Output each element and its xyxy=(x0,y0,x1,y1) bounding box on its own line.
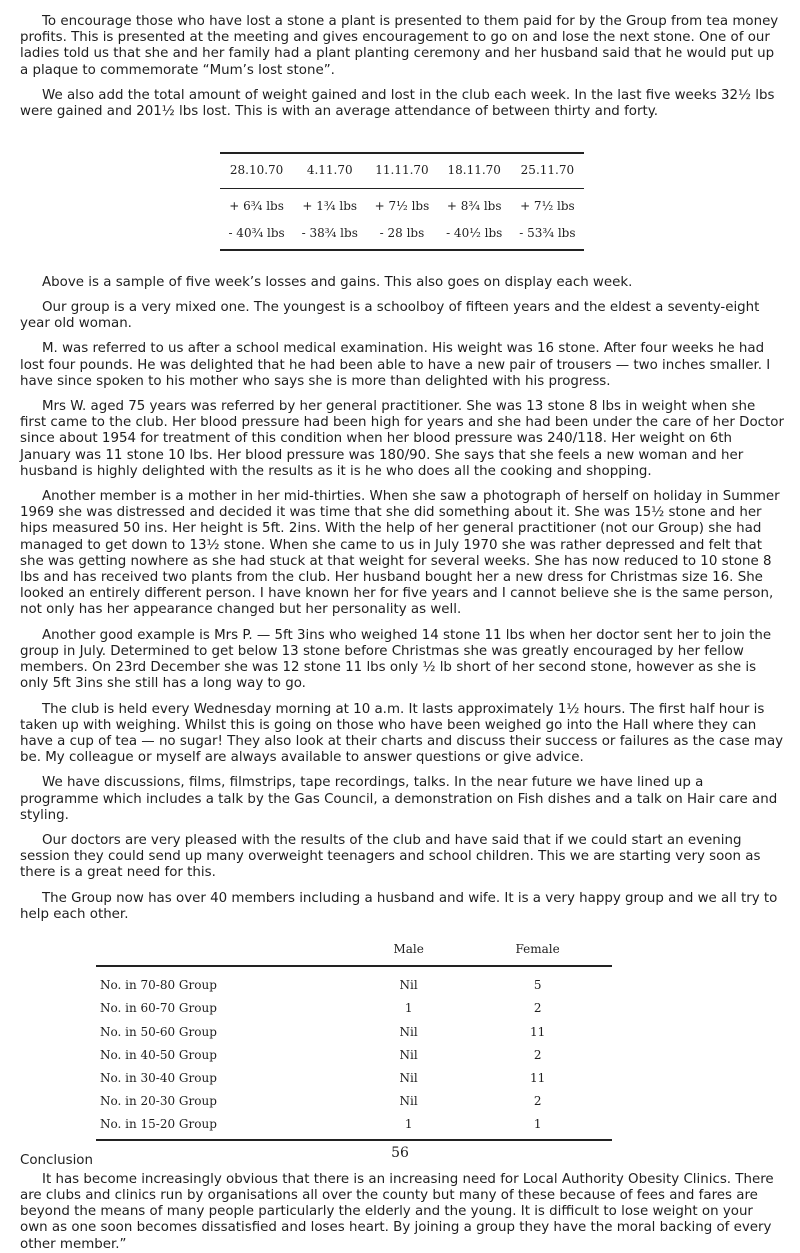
table-row xyxy=(96,1113,612,1140)
age-group-label: No. in 40-50 Group xyxy=(100,1047,217,1062)
table-row xyxy=(96,997,612,1020)
weekly-table-header-row xyxy=(220,153,584,189)
table-row xyxy=(96,1020,612,1043)
paragraph-club-schedule: The club is held every Wednesday morning at 10 a.m. It lasts approximately 1½ hours. The first half hour is taken up with weighing. Whilst this is going on those who have been weighed go into the Hall where they can have a cup of tea — no sugar! They also look at their charts and discuss their success or failures as the case may be. My colleague or myself are always available to answer questions or give advice. xyxy=(20,701,784,766)
male-count: Nil xyxy=(399,1047,418,1062)
female-count: 2 xyxy=(533,1094,542,1109)
female-count: 5 xyxy=(533,978,542,993)
paragraph-group-mix: Our group is a very mixed one. The youngest is a schoolboy of fifteen years and the eldest a seventy-eight year old woman. xyxy=(20,300,760,332)
week-date: 28.10.70 xyxy=(220,153,293,189)
age-table-corner xyxy=(96,941,354,966)
lost-cell: - 40¾ lbs xyxy=(228,225,285,240)
table-row xyxy=(96,966,612,997)
male-count: Nil xyxy=(399,1070,418,1085)
lost-cell: - 53¾ lbs xyxy=(519,225,576,240)
age-group-label: No. in 15-20 Group xyxy=(100,1117,217,1132)
age-group-label: No. in 50-60 Group xyxy=(100,1024,217,1039)
paragraph-case-mrs-w: Mrs W. aged 75 years was referred by her general practitioner. She was 13 stone 8 lbs in weight when she first came to the club. Her blood pressure had been high for years and she had been under the care of her Doctor since about 1954 for treatment of this condition when her blood pressure was 240/118. Her weight on 6th January was 11 stone 10 lbs. Her blood pressure was 180/90. She says that she feels a new woman and her husband is highly delighted with the results as it is he who does all the cooking and shopping. xyxy=(20,399,784,479)
female-count: 11 xyxy=(529,1024,546,1039)
paragraph-weekly-totals: We also add the total amount of weight gained and lost in the club each week. In the last five weeks 32½ lbs were gained and 201½ lbs lost. This is with an average attendance of between thirty and forty. xyxy=(20,87,775,120)
gained-cell: + 8¾ lbs xyxy=(446,199,502,214)
paragraph-doctors: Our doctors are very pleased with the results of the club and have said that if we could start an evening session they could send up many overweight teenagers and school children. This we are starting very soon as there is a great need for this. xyxy=(20,832,761,881)
table-row xyxy=(96,1043,612,1066)
female-count: 2 xyxy=(533,1001,542,1016)
table-row xyxy=(96,1090,612,1113)
lost-cell: - 28 lbs xyxy=(379,225,425,240)
age-group-label: No. in 60-70 Group xyxy=(100,1001,217,1016)
table-row xyxy=(96,1066,612,1089)
week-date: 4.11.70 xyxy=(293,153,366,189)
paragraph-programme: We have discussions, films, filmstrips, tape recordings, talks. In the near future we have lined up a programme which includes a talk by the Gas Council, a demonstration on Fish dishes and a talk on Hair care and styling. xyxy=(20,775,778,823)
male-count: Nil xyxy=(399,978,418,993)
column-header-female: Female xyxy=(463,941,612,966)
lost-cell: - 40½ lbs xyxy=(446,225,503,240)
paragraph-plant-award: To encourage those who have lost a stone a plant is presented to them paid for by the Group from tea money profits. This is presented at the meeting and gives encouragement to go on and lose the next stone. One of our ladies told us that she and her family had a plant planting ceremony and her husband said that he would put up a plaque to commemorate “Mum’s lost stone”. xyxy=(20,14,779,78)
conclusion-heading: Conclusion xyxy=(20,1152,93,1168)
weekly-lost-row xyxy=(220,220,584,250)
column-header-male: Male xyxy=(354,941,463,966)
week-date: 18.11.70 xyxy=(438,153,511,189)
male-count: 1 xyxy=(404,1001,413,1016)
paragraph-case-mrs-p: Another good example is Mrs P. — 5ft 3ins who weighed 14 stone 11 lbs when her doctor sent her to join the group in July. Determined to get below 13 stone before Christmas she was greatly encouraged by her fellow members. On 23rd December she was 12 stone 11 lbs only ½ lb short of her second stone, however as she is only 5ft 3ins she still has a long way to go. xyxy=(20,627,772,692)
female-count: 1 xyxy=(533,1117,542,1132)
female-count: 2 xyxy=(533,1047,542,1062)
paragraph-conclusion: It has become increasingly obvious that there is an increasing need for Local Authority Obesity Clinics. There are clubs and clinics run by organisations all over the county but many of these because of fees and fares are beyond the means of many people particularly the elderly and the young. It is difficult to lose weight on your own as one soon becomes dissatisfied and loses heart. By joining a group they have the moral backing of every other member.” xyxy=(20,1171,774,1252)
paragraph-case-mother: Another member is a mother in her mid-thirties. When she saw a photograph of herself on holiday in Summer 1969 she was distressed and decided it was time that she did something about it. She was 15½ stone and her hips measured 50 ins. Her height is 5ft. 2ins. With the help of her general practitioner (not our Group) she had managed to get down to 13½ stone. When she came to us in July 1970 she was rather depressed and felt that she was getting nowhere as she had stuck at that weight for several weeks. She has now reduced to 10 stone 8 lbs and has received two plants from the club. Her husband bought her a new dress for Christmas size 16. She looked an entirely different person. I have known her for five years and I cannot believe she is the same person, not only has her appearance changed but her personality as well. xyxy=(20,489,780,618)
gained-cell: + 1¾ lbs xyxy=(302,199,358,214)
age-table-header-row xyxy=(96,941,612,966)
age-group-label: No. in 70-80 Group xyxy=(100,978,217,993)
weekly-gained-row xyxy=(220,189,584,220)
paragraph-sample-note: Above is a sample of five week’s losses and gains. This also goes on display each week. xyxy=(42,274,633,290)
paragraph-membership: The Group now has over 40 members including a husband and wife. It is a very happy group and we all try to help each other. xyxy=(20,890,778,922)
age-group-table xyxy=(96,941,612,1141)
gained-cell: + 7½ lbs xyxy=(374,199,430,214)
male-count: 1 xyxy=(404,1117,413,1132)
week-date: 25.11.70 xyxy=(511,153,584,189)
age-group-label: No. in 20-30 Group xyxy=(100,1094,217,1109)
female-count: 11 xyxy=(529,1070,546,1085)
page-number: 56 xyxy=(391,1145,409,1161)
male-count: Nil xyxy=(399,1094,418,1109)
lost-cell: - 38¾ lbs xyxy=(301,225,358,240)
gained-cell: + 6¾ lbs xyxy=(229,199,284,214)
paragraph-case-m: M. was referred to us after a school medical examination. His weight was 16 stone. After four weeks he had lost four pounds. He was delighted that he had been able to have a new pair of trousers — two inches smaller. I have since spoken to his mother who says she is more than delighted with his progress. xyxy=(20,341,771,389)
weekly-weight-table xyxy=(220,152,584,251)
week-date: 11.11.70 xyxy=(366,153,437,189)
gained-cell: + 7½ lbs xyxy=(520,199,575,214)
age-group-label: No. in 30-40 Group xyxy=(100,1070,217,1085)
male-count: Nil xyxy=(399,1024,418,1039)
